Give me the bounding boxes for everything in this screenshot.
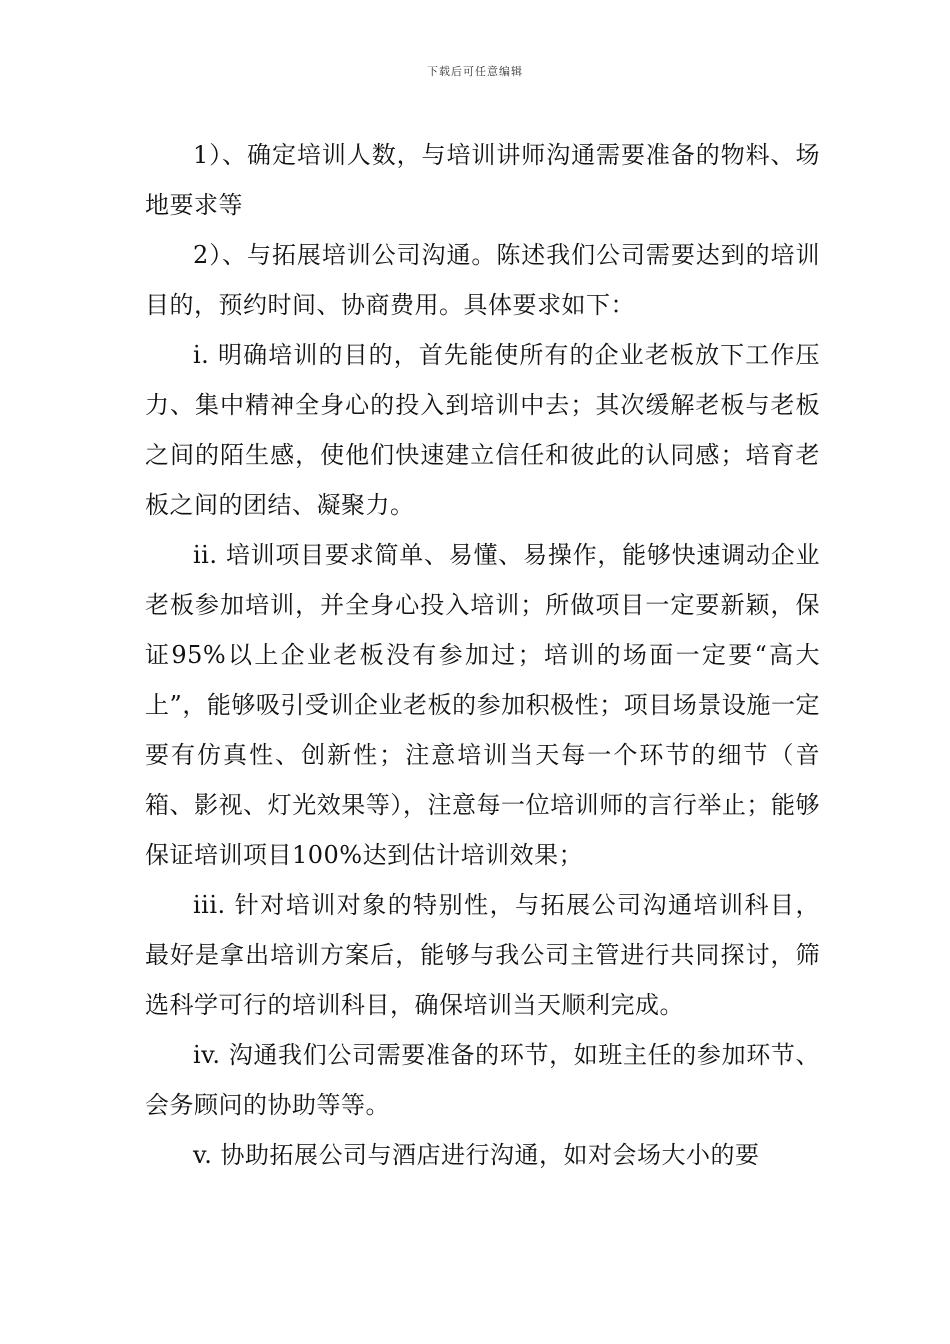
paragraph-step-2: 2）、与拓展培训公司沟通。陈述我们公司需要达到的培训目的，预约时间、协商费用。具体要求如下： (145, 241, 820, 319)
paragraph-item-i: i. 明确培训的目的，首先能使所有的企业老板放下工作压力、集中精神全身心的投入到培训中去；其次缓解老板与老板之间的陌生感，使他们快速建立信任和彼此的认同感；培育老板之间的团结、凝聚力。 (145, 341, 820, 519)
document-body (145, 130, 820, 1180)
header-note: 下载后可任意编辑 (427, 65, 523, 78)
paragraph-item-iv: iv. 沟通我们公司需要准备的环节，如班主任的参加环节、会务顾问的协助等等。 (145, 1041, 820, 1119)
paragraph-item-ii: ii. 培训项目要求简单、易懂、易操作，能够快速调动企业老板参加培训，并全身心投入培训；所做项目一定要新颖，保证95%以上企业老板没有参加过；培训的场面一定要“高大上”，能够吸引受训企业老板的参加积极性；项目场景设施一定要有仿真性、创新性；注意培训当天每一个环节的细节（音箱、影视、灯光效果等），注意每一位培训师的言行举止；能够保证培训项目100%达到估计培训效果； (145, 541, 820, 869)
paragraph-step-1: 1）、确定培训人数，与培训讲师沟通需要准备的物料、场地要求等 (145, 141, 820, 219)
paragraph-item-v: v. 协助拓展公司与酒店进行沟通，如对会场大小的要 (193, 1141, 760, 1169)
paragraph-item-iii: iii. 针对培训对象的特别性，与拓展公司沟通培训科目，最好是拿出培训方案后，能够与我公司主管进行共同探讨，筛选科学可行的培训科目，确保培训当天顺利完成。 (145, 891, 820, 1019)
